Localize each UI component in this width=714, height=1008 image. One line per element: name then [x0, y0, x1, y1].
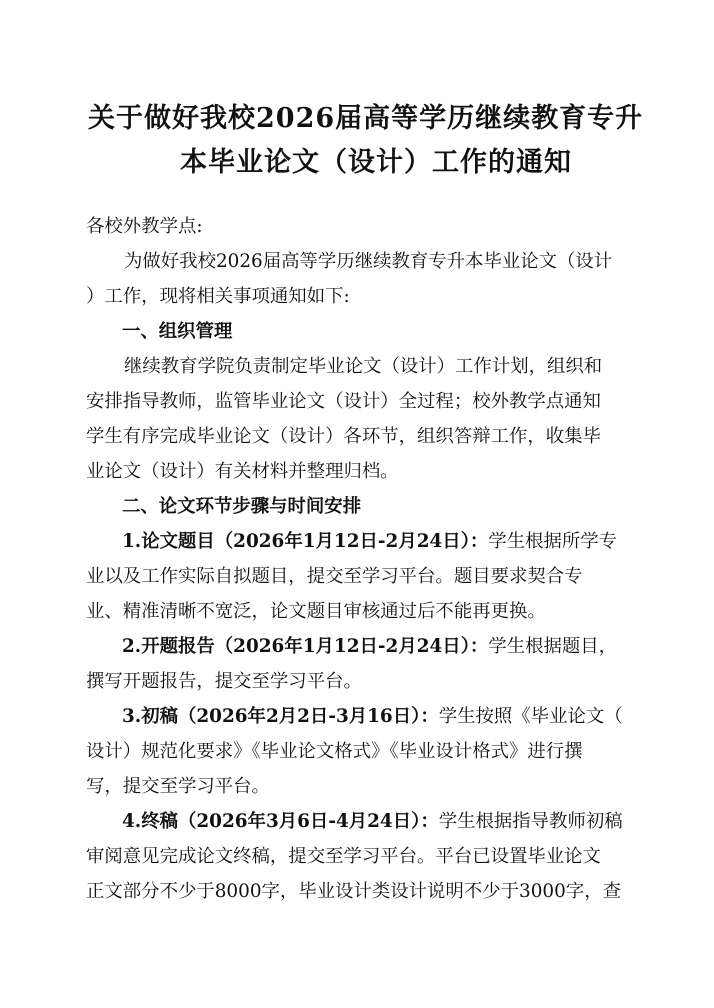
section-1-line-2: 安排指导教师，监管毕业论文（设计）全过程；校外教学点通知 [86, 391, 601, 412]
item-3-line-2: 设计）规范化要求》《毕业论文格式》《毕业设计格式》进行撰 [86, 741, 583, 762]
section-1-line-1: 继续教育学院负责制定毕业论文（设计）工作计划，组织和 [124, 356, 603, 377]
item-1-line-3: 业、精准清晰不宽泛，论文题目审核通过后不能再更换。 [86, 601, 546, 622]
item-4-text: 学生根据指导教师初稿 [438, 811, 623, 832]
item-3-text: 学生按照《毕业论文（ [438, 706, 623, 727]
document-title-line-1: 关于做好我校2026届高等学历继续教育专升 [88, 103, 644, 134]
document-title-line-2: 本毕业论文（设计）工作的通知 [180, 147, 572, 178]
item-2-line-1 [122, 638, 617, 656]
item-1-text: 学生根据所学专 [488, 531, 618, 552]
item-4-label: 4.终稿（2026年3月6日-4月24日）： [122, 811, 439, 832]
item-3-label: 3.初稿（2026年2月2日-3月16日）： [122, 706, 439, 727]
salutation: 各校外教学点: [86, 216, 203, 237]
section-1-line-3: 学生有序完成毕业论文（设计）各环节，组织答辩工作，收集毕 [86, 426, 601, 447]
intro-line-2: ）工作，现将相关事项通知如下: [86, 286, 350, 307]
section-1-line-4: 业论文（设计）有关材料并整理归档。 [86, 461, 399, 482]
item-4-line-1 [122, 813, 623, 831]
item-4-line-2: 审阅意见完成论文终稿，提交至学习平台。平台已设置毕业论文 [86, 846, 601, 867]
intro-line-1: 为做好我校2026届高等学历继续教育专升本毕业论文（设计 [124, 251, 613, 272]
section-1-heading: 一、组织管理 [122, 321, 233, 342]
item-1-line-2: 业以及工作实际自拟题目，提交至学习平台。题目要求契合专 [86, 566, 583, 587]
item-3-line-1 [122, 708, 623, 726]
item-4-line-3: 正文部分不少于8000字，毕业设计类设计说明不少于3000字，查 [86, 881, 621, 902]
item-1-label: 1.论文题目（2026年1月12日-2月24日）： [122, 531, 489, 552]
item-2-text: 学生根据题目， [488, 636, 618, 657]
section-2-heading: 二、论文环节步骤与时间安排 [122, 496, 362, 517]
item-2-label: 2.开题报告（2026年1月12日-2月24日）： [122, 636, 489, 657]
item-3-line-3: 写，提交至学习平台。 [86, 776, 270, 797]
item-1-line-1 [122, 533, 617, 551]
item-2-line-2: 撰写开题报告，提交至学习平台。 [86, 671, 362, 692]
